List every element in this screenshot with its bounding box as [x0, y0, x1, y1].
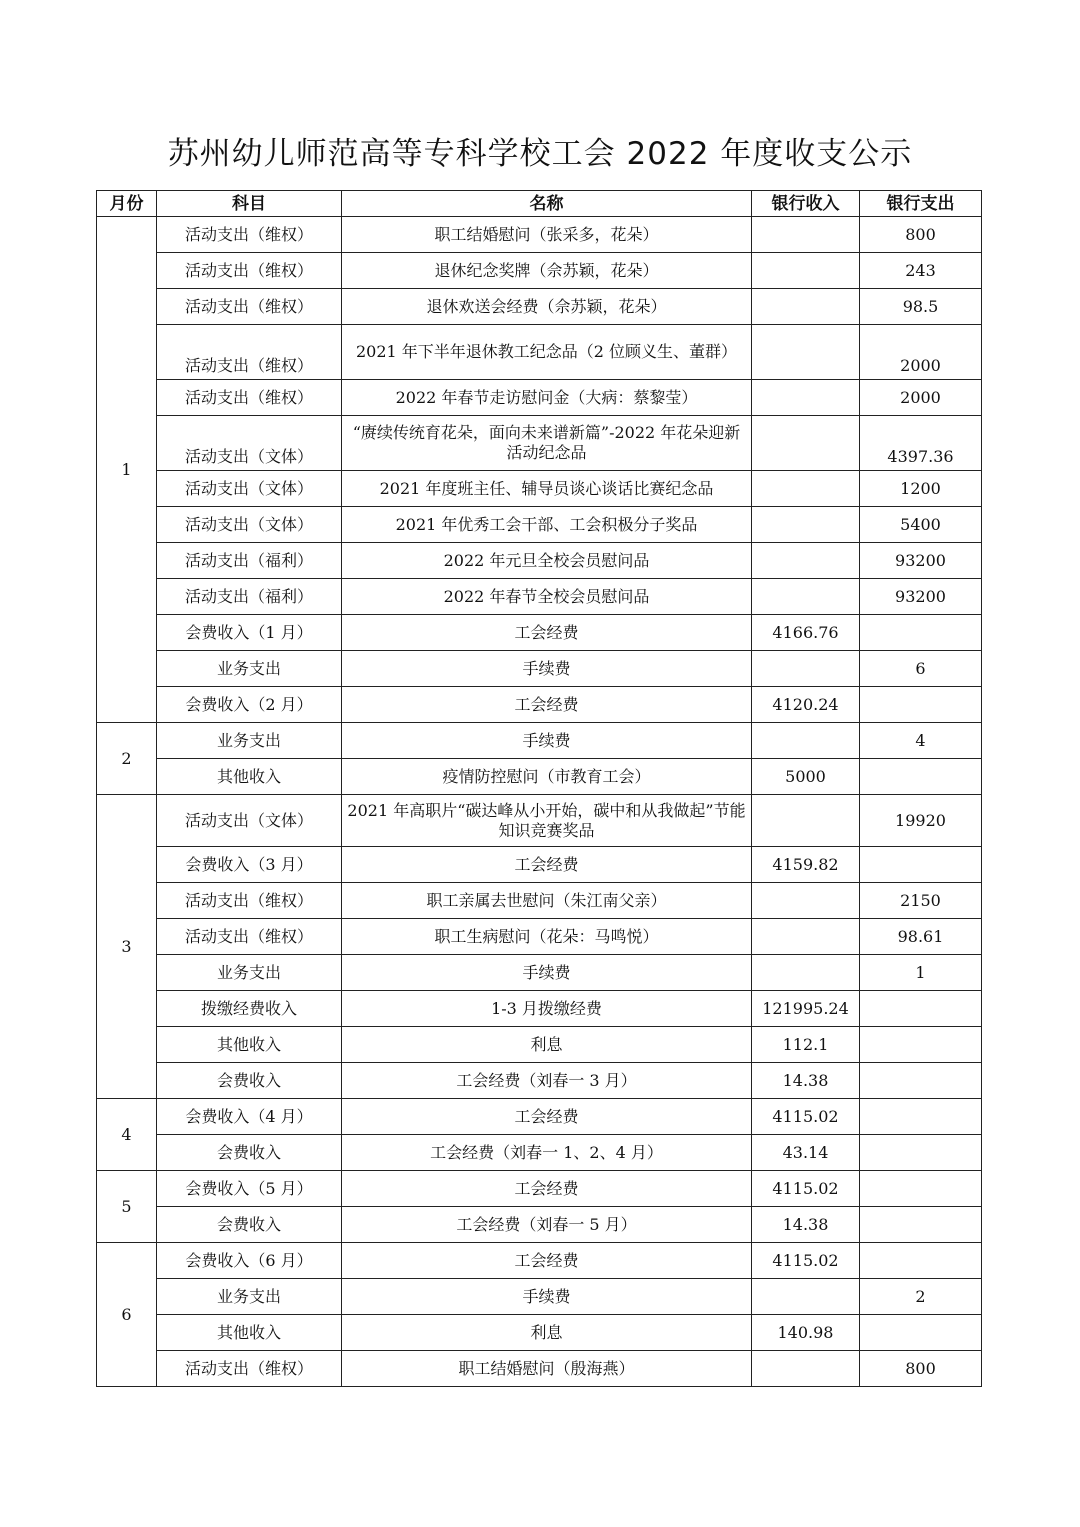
table-row	[97, 1027, 982, 1063]
bank-in-cell	[752, 579, 860, 615]
table-row	[97, 325, 982, 380]
bank-out-cell	[860, 687, 982, 723]
bank-out-cell	[860, 1207, 982, 1243]
name-cell: 职工结婚慰问（殷海燕）	[342, 1351, 752, 1387]
bank-in-cell	[752, 543, 860, 579]
bank-in-cell	[752, 883, 860, 919]
bank-out-cell: 93200	[860, 543, 982, 579]
bank-out-cell: 2000	[860, 325, 982, 380]
bank-in-cell: 14.38	[752, 1207, 860, 1243]
bank-out-cell	[860, 1027, 982, 1063]
name-cell: 2021 年度班主任、辅导员谈心谈话比赛纪念品	[342, 471, 752, 507]
subject-cell: 拨缴经费收入	[157, 991, 342, 1027]
name-cell: 退休欢送会经费（佘苏颖，花朵）	[342, 289, 752, 325]
name-cell: 工会经费（刘春一 5 月）	[342, 1207, 752, 1243]
bank-in-cell	[752, 217, 860, 253]
name-cell: 工会经费	[342, 687, 752, 723]
name-cell: 2021 年下半年退休教工纪念品（2 位顾义生、董群）	[342, 325, 752, 380]
table-row	[97, 507, 982, 543]
name-cell: 2021 年高职片“碳达峰从小开始，碳中和从我做起”节能知识竞赛奖品	[342, 795, 752, 847]
table-row	[97, 883, 982, 919]
subject-cell: 其他收入	[157, 1315, 342, 1351]
table-row	[97, 1207, 982, 1243]
subject-cell: 会费收入	[157, 1207, 342, 1243]
bank-in-cell: 4115.02	[752, 1171, 860, 1207]
bank-in-cell	[752, 1351, 860, 1387]
bank-in-cell	[752, 289, 860, 325]
bank-out-cell: 4	[860, 723, 982, 759]
bank-out-cell	[860, 847, 982, 883]
table-row	[97, 759, 982, 795]
table-row	[97, 991, 982, 1027]
subject-cell: 活动支出（维权）	[157, 325, 342, 380]
bank-in-cell: 140.98	[752, 1315, 860, 1351]
bank-out-cell	[860, 991, 982, 1027]
subject-cell: 活动支出（文体）	[157, 507, 342, 543]
table-row	[97, 1243, 982, 1279]
name-cell: 工会经费	[342, 1099, 752, 1135]
bank-in-cell: 43.14	[752, 1135, 860, 1171]
bank-out-cell: 6	[860, 651, 982, 687]
table-row	[97, 615, 982, 651]
name-cell: 手续费	[342, 723, 752, 759]
bank-out-cell	[860, 1171, 982, 1207]
bank-in-cell	[752, 1279, 860, 1315]
name-cell: 工会经费	[342, 1243, 752, 1279]
bank-out-cell: 800	[860, 1351, 982, 1387]
name-cell: 利息	[342, 1315, 752, 1351]
table-row	[97, 847, 982, 883]
subject-cell: 会费收入	[157, 1063, 342, 1099]
ledger-body	[97, 217, 982, 1387]
bank-out-cell	[860, 1243, 982, 1279]
subject-cell: 活动支出（福利）	[157, 579, 342, 615]
subject-cell: 活动支出（维权）	[157, 883, 342, 919]
header-bank-in: 银行收入	[752, 191, 860, 217]
name-cell: 职工生病慰问（花朵：马鸣悦）	[342, 919, 752, 955]
bank-out-cell	[860, 1099, 982, 1135]
table-row	[97, 651, 982, 687]
bank-in-cell	[752, 471, 860, 507]
bank-out-cell	[860, 759, 982, 795]
table-row	[97, 217, 982, 253]
name-cell: 手续费	[342, 1279, 752, 1315]
subject-cell: 会费收入（1 月）	[157, 615, 342, 651]
name-cell: 退休纪念奖牌（佘苏颖，花朵）	[342, 253, 752, 289]
name-cell: 手续费	[342, 955, 752, 991]
bank-out-cell: 93200	[860, 579, 982, 615]
table-row	[97, 471, 982, 507]
name-cell: 职工亲属去世慰问（朱江南父亲）	[342, 883, 752, 919]
subject-cell: 活动支出（维权）	[157, 289, 342, 325]
bank-out-cell: 98.61	[860, 919, 982, 955]
bank-out-cell: 2150	[860, 883, 982, 919]
month-cell: 1	[97, 217, 157, 723]
bank-in-cell	[752, 507, 860, 543]
subject-cell: 活动支出（福利）	[157, 543, 342, 579]
month-cell: 4	[97, 1099, 157, 1171]
subject-cell: 业务支出	[157, 723, 342, 759]
name-cell: “赓续传统育花朵，面向未来谱新篇”-2022 年花朵迎新活动纪念品	[342, 416, 752, 471]
header-row	[97, 191, 982, 217]
subject-cell: 业务支出	[157, 1279, 342, 1315]
month-cell: 5	[97, 1171, 157, 1243]
name-cell: 职工结婚慰问（张采多，花朵）	[342, 217, 752, 253]
name-cell: 利息	[342, 1027, 752, 1063]
bank-in-cell: 14.38	[752, 1063, 860, 1099]
subject-cell: 活动支出（维权）	[157, 380, 342, 416]
table-row	[97, 795, 982, 847]
bank-out-cell	[860, 1315, 982, 1351]
bank-out-cell: 1	[860, 955, 982, 991]
month-cell: 3	[97, 795, 157, 1099]
table-row	[97, 289, 982, 325]
header-name: 名称	[342, 191, 752, 217]
subject-cell: 活动支出（文体）	[157, 795, 342, 847]
bank-out-cell	[860, 1135, 982, 1171]
table-row	[97, 687, 982, 723]
bank-out-cell: 5400	[860, 507, 982, 543]
table-row	[97, 919, 982, 955]
table-row	[97, 723, 982, 759]
bank-in-cell: 4115.02	[752, 1099, 860, 1135]
ledger-table	[96, 190, 982, 1387]
bank-in-cell: 5000	[752, 759, 860, 795]
subject-cell: 会费收入（5 月）	[157, 1171, 342, 1207]
table-row	[97, 1135, 982, 1171]
table-row	[97, 253, 982, 289]
bank-out-cell: 2	[860, 1279, 982, 1315]
table-row	[97, 1063, 982, 1099]
name-cell: 疫情防控慰问（市教育工会）	[342, 759, 752, 795]
table-row	[97, 380, 982, 416]
subject-cell: 会费收入	[157, 1135, 342, 1171]
bank-out-cell	[860, 1063, 982, 1099]
bank-in-cell: 112.1	[752, 1027, 860, 1063]
bank-in-cell	[752, 651, 860, 687]
table-row	[97, 955, 982, 991]
header-subject: 科目	[157, 191, 342, 217]
bank-in-cell: 4166.76	[752, 615, 860, 651]
subject-cell: 活动支出（文体）	[157, 416, 342, 471]
table-row	[97, 1171, 982, 1207]
bank-out-cell: 800	[860, 217, 982, 253]
subject-cell: 会费收入（4 月）	[157, 1099, 342, 1135]
bank-in-cell	[752, 955, 860, 991]
subject-cell: 活动支出（维权）	[157, 253, 342, 289]
subject-cell: 活动支出（维权）	[157, 919, 342, 955]
subject-cell: 会费收入（2 月）	[157, 687, 342, 723]
bank-out-cell: 4397.36	[860, 416, 982, 471]
bank-out-cell: 19920	[860, 795, 982, 847]
name-cell: 2021 年优秀工会干部、工会积极分子奖品	[342, 507, 752, 543]
name-cell: 工会经费	[342, 847, 752, 883]
bank-out-cell: 98.5	[860, 289, 982, 325]
table-row	[97, 1315, 982, 1351]
table-row	[97, 543, 982, 579]
subject-cell: 活动支出（文体）	[157, 471, 342, 507]
subject-cell: 会费收入（3 月）	[157, 847, 342, 883]
bank-in-cell	[752, 919, 860, 955]
page-title: 苏州幼儿师范高等专科学校工会 2022 年度收支公示	[167, 136, 913, 172]
name-cell: 工会经费	[342, 1171, 752, 1207]
subject-cell: 活动支出（维权）	[157, 217, 342, 253]
bank-out-cell: 243	[860, 253, 982, 289]
bank-in-cell	[752, 416, 860, 471]
table-row	[97, 1279, 982, 1315]
name-cell: 1-3 月拨缴经费	[342, 991, 752, 1027]
name-cell: 2022 年元旦全校会员慰问品	[342, 543, 752, 579]
table-row	[97, 1351, 982, 1387]
table-row	[97, 416, 982, 471]
bank-out-cell: 2000	[860, 380, 982, 416]
name-cell: 工会经费（刘春一 1、2、4 月）	[342, 1135, 752, 1171]
table-row	[97, 1099, 982, 1135]
bank-in-cell	[752, 723, 860, 759]
subject-cell: 业务支出	[157, 955, 342, 991]
subject-cell: 其他收入	[157, 759, 342, 795]
table-row	[97, 579, 982, 615]
subject-cell: 活动支出（维权）	[157, 1351, 342, 1387]
month-cell: 2	[97, 723, 157, 795]
name-cell: 工会经费	[342, 615, 752, 651]
header-bank-out: 银行支出	[860, 191, 982, 217]
bank-in-cell: 121995.24	[752, 991, 860, 1027]
bank-in-cell: 4159.82	[752, 847, 860, 883]
bank-out-cell	[860, 615, 982, 651]
name-cell: 手续费	[342, 651, 752, 687]
name-cell: 工会经费（刘春一 3 月）	[342, 1063, 752, 1099]
subject-cell: 会费收入（6 月）	[157, 1243, 342, 1279]
subject-cell: 业务支出	[157, 651, 342, 687]
bank-in-cell: 4115.02	[752, 1243, 860, 1279]
month-cell: 6	[97, 1243, 157, 1387]
name-cell: 2022 年春节全校会员慰问品	[342, 579, 752, 615]
name-cell: 2022 年春节走访慰问金（大病：蔡黎莹）	[342, 380, 752, 416]
bank-in-cell	[752, 380, 860, 416]
bank-in-cell	[752, 795, 860, 847]
bank-out-cell: 1200	[860, 471, 982, 507]
header-month: 月份	[97, 191, 157, 217]
bank-in-cell: 4120.24	[752, 687, 860, 723]
subject-cell: 其他收入	[157, 1027, 342, 1063]
bank-in-cell	[752, 325, 860, 380]
bank-in-cell	[752, 253, 860, 289]
